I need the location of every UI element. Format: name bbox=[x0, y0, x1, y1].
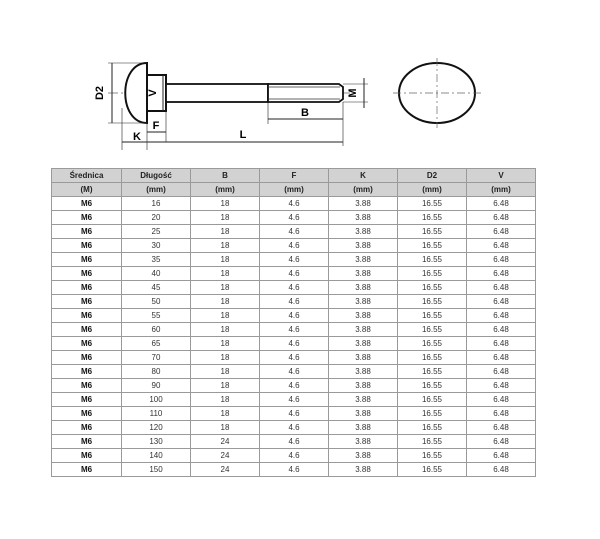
cell-length: 80 bbox=[122, 365, 191, 379]
cell-b: 18 bbox=[191, 253, 260, 267]
f-label: F bbox=[152, 120, 160, 132]
cell-diameter: M6 bbox=[52, 365, 122, 379]
cell-b: 18 bbox=[191, 421, 260, 435]
cell-diameter: M6 bbox=[52, 267, 122, 281]
cell-diameter: M6 bbox=[52, 197, 122, 211]
cell-diameter: M6 bbox=[52, 407, 122, 421]
header-d2: D2 bbox=[398, 169, 467, 183]
cell-k: 3.88 bbox=[329, 295, 398, 309]
cell-d2: 16.55 bbox=[398, 225, 467, 239]
table-row bbox=[52, 239, 536, 253]
cell-f: 4.6 bbox=[260, 393, 329, 407]
cell-length: 40 bbox=[122, 267, 191, 281]
cell-f: 4.6 bbox=[260, 295, 329, 309]
cell-length: 110 bbox=[122, 407, 191, 421]
cell-diameter: M6 bbox=[52, 253, 122, 267]
cell-v: 6.48 bbox=[467, 365, 536, 379]
table-row bbox=[52, 197, 536, 211]
cell-k: 3.88 bbox=[329, 407, 398, 421]
cell-d2: 16.55 bbox=[398, 351, 467, 365]
cell-v: 6.48 bbox=[467, 449, 536, 463]
table-row bbox=[52, 309, 536, 323]
cell-diameter: M6 bbox=[52, 421, 122, 435]
cell-b: 18 bbox=[191, 365, 260, 379]
cell-diameter: M6 bbox=[52, 435, 122, 449]
cell-b: 24 bbox=[191, 435, 260, 449]
cell-f: 4.6 bbox=[260, 267, 329, 281]
cell-b: 18 bbox=[191, 239, 260, 253]
header-row-units bbox=[52, 183, 536, 197]
cell-length: 60 bbox=[122, 323, 191, 337]
cell-b: 18 bbox=[191, 407, 260, 421]
cell-k: 3.88 bbox=[329, 435, 398, 449]
table-row bbox=[52, 337, 536, 351]
cell-b: 18 bbox=[191, 351, 260, 365]
cell-d2: 16.55 bbox=[398, 435, 467, 449]
cell-k: 3.88 bbox=[329, 421, 398, 435]
header-b-unit: (mm) bbox=[191, 183, 260, 197]
cell-length: 140 bbox=[122, 449, 191, 463]
cell-length: 150 bbox=[122, 463, 191, 477]
cell-f: 4.6 bbox=[260, 211, 329, 225]
cell-k: 3.88 bbox=[329, 197, 398, 211]
l-label: L bbox=[239, 129, 247, 141]
cell-diameter: M6 bbox=[52, 281, 122, 295]
cell-k: 3.88 bbox=[329, 253, 398, 267]
cell-b: 18 bbox=[191, 295, 260, 309]
b-label: B bbox=[301, 107, 309, 119]
table-row bbox=[52, 323, 536, 337]
header-length: Długość bbox=[122, 169, 191, 183]
cell-v: 6.48 bbox=[467, 393, 536, 407]
cell-length: 30 bbox=[122, 239, 191, 253]
cell-k: 3.88 bbox=[329, 379, 398, 393]
cell-diameter: M6 bbox=[52, 239, 122, 253]
cell-v: 6.48 bbox=[467, 267, 536, 281]
cell-d2: 16.55 bbox=[398, 211, 467, 225]
table-row bbox=[52, 281, 536, 295]
cell-length: 35 bbox=[122, 253, 191, 267]
cell-length: 45 bbox=[122, 281, 191, 295]
cell-v: 6.48 bbox=[467, 239, 536, 253]
cell-v: 6.48 bbox=[467, 211, 536, 225]
cell-d2: 16.55 bbox=[398, 379, 467, 393]
cell-diameter: M6 bbox=[52, 463, 122, 477]
header-v: V bbox=[467, 169, 536, 183]
cell-length: 16 bbox=[122, 197, 191, 211]
k-label: K bbox=[133, 131, 141, 143]
cell-diameter: M6 bbox=[52, 323, 122, 337]
cell-f: 4.6 bbox=[260, 225, 329, 239]
header-v-unit: (mm) bbox=[467, 183, 536, 197]
cell-length: 25 bbox=[122, 225, 191, 239]
cell-v: 6.48 bbox=[467, 379, 536, 393]
cell-f: 4.6 bbox=[260, 351, 329, 365]
cell-length: 100 bbox=[122, 393, 191, 407]
cell-k: 3.88 bbox=[329, 239, 398, 253]
cell-b: 24 bbox=[191, 463, 260, 477]
cell-v: 6.48 bbox=[467, 337, 536, 351]
table-row bbox=[52, 253, 536, 267]
cell-length: 90 bbox=[122, 379, 191, 393]
cell-d2: 16.55 bbox=[398, 407, 467, 421]
cell-b: 18 bbox=[191, 197, 260, 211]
bolt-shank bbox=[166, 84, 268, 102]
table-row bbox=[52, 211, 536, 225]
cell-f: 4.6 bbox=[260, 407, 329, 421]
cell-diameter: M6 bbox=[52, 211, 122, 225]
table-row bbox=[52, 435, 536, 449]
table-row bbox=[52, 225, 536, 239]
bolt-head bbox=[125, 63, 147, 123]
cell-length: 20 bbox=[122, 211, 191, 225]
cell-d2: 16.55 bbox=[398, 365, 467, 379]
cell-d2: 16.55 bbox=[398, 197, 467, 211]
cell-f: 4.6 bbox=[260, 323, 329, 337]
cell-k: 3.88 bbox=[329, 351, 398, 365]
header-f: F bbox=[260, 169, 329, 183]
cell-d2: 16.55 bbox=[398, 281, 467, 295]
cell-d2: 16.55 bbox=[398, 267, 467, 281]
cell-v: 6.48 bbox=[467, 435, 536, 449]
cell-diameter: M6 bbox=[52, 449, 122, 463]
cell-b: 18 bbox=[191, 211, 260, 225]
cell-k: 3.88 bbox=[329, 225, 398, 239]
cell-diameter: M6 bbox=[52, 309, 122, 323]
cell-d2: 16.55 bbox=[398, 295, 467, 309]
cell-k: 3.88 bbox=[329, 337, 398, 351]
table-row bbox=[52, 351, 536, 365]
cell-length: 130 bbox=[122, 435, 191, 449]
table-row bbox=[52, 393, 536, 407]
table-row bbox=[52, 267, 536, 281]
cell-k: 3.88 bbox=[329, 309, 398, 323]
cell-k: 3.88 bbox=[329, 365, 398, 379]
cell-d2: 16.55 bbox=[398, 449, 467, 463]
cell-d2: 16.55 bbox=[398, 393, 467, 407]
cell-v: 6.48 bbox=[467, 351, 536, 365]
cell-v: 6.48 bbox=[467, 407, 536, 421]
cell-b: 24 bbox=[191, 449, 260, 463]
table-row bbox=[52, 463, 536, 477]
cell-b: 18 bbox=[191, 323, 260, 337]
cell-k: 3.88 bbox=[329, 449, 398, 463]
cell-d2: 16.55 bbox=[398, 323, 467, 337]
cell-diameter: M6 bbox=[52, 379, 122, 393]
cell-length: 50 bbox=[122, 295, 191, 309]
cell-v: 6.48 bbox=[467, 309, 536, 323]
cell-k: 3.88 bbox=[329, 281, 398, 295]
cell-diameter: M6 bbox=[52, 351, 122, 365]
table-row bbox=[52, 407, 536, 421]
cell-f: 4.6 bbox=[260, 449, 329, 463]
cell-diameter: M6 bbox=[52, 337, 122, 351]
cell-f: 4.6 bbox=[260, 309, 329, 323]
cell-k: 3.88 bbox=[329, 393, 398, 407]
cell-b: 18 bbox=[191, 337, 260, 351]
cell-f: 4.6 bbox=[260, 379, 329, 393]
cell-k: 3.88 bbox=[329, 323, 398, 337]
cell-f: 4.6 bbox=[260, 435, 329, 449]
header-f-unit: (mm) bbox=[260, 183, 329, 197]
m-label: M bbox=[347, 88, 359, 98]
cell-k: 3.88 bbox=[329, 463, 398, 477]
cell-f: 4.6 bbox=[260, 253, 329, 267]
cell-f: 4.6 bbox=[260, 463, 329, 477]
cell-length: 55 bbox=[122, 309, 191, 323]
header-b: B bbox=[191, 169, 260, 183]
table-body bbox=[52, 197, 536, 477]
cell-b: 18 bbox=[191, 393, 260, 407]
header-k: K bbox=[329, 169, 398, 183]
cell-f: 4.6 bbox=[260, 337, 329, 351]
cell-v: 6.48 bbox=[467, 253, 536, 267]
cell-v: 6.48 bbox=[467, 197, 536, 211]
v-label: V bbox=[147, 89, 159, 97]
table-row bbox=[52, 421, 536, 435]
header-d2-unit: (mm) bbox=[398, 183, 467, 197]
cell-length: 65 bbox=[122, 337, 191, 351]
header-row-names bbox=[52, 169, 536, 183]
cell-v: 6.48 bbox=[467, 463, 536, 477]
cell-v: 6.48 bbox=[467, 225, 536, 239]
cell-d2: 16.55 bbox=[398, 253, 467, 267]
cell-f: 4.6 bbox=[260, 281, 329, 295]
cell-f: 4.6 bbox=[260, 421, 329, 435]
d2-label: D2 bbox=[94, 85, 106, 101]
cell-length: 120 bbox=[122, 421, 191, 435]
dimension-table bbox=[51, 168, 536, 477]
cell-d2: 16.55 bbox=[398, 337, 467, 351]
cell-diameter: M6 bbox=[52, 393, 122, 407]
cell-diameter: M6 bbox=[52, 295, 122, 309]
bolt-technical-drawing bbox=[0, 0, 600, 160]
table-row bbox=[52, 379, 536, 393]
cell-v: 6.48 bbox=[467, 323, 536, 337]
cell-f: 4.6 bbox=[260, 239, 329, 253]
cell-k: 3.88 bbox=[329, 267, 398, 281]
header-length-unit: (mm) bbox=[122, 183, 191, 197]
cell-f: 4.6 bbox=[260, 365, 329, 379]
cell-b: 18 bbox=[191, 309, 260, 323]
cell-d2: 16.55 bbox=[398, 421, 467, 435]
table-row bbox=[52, 295, 536, 309]
cell-length: 70 bbox=[122, 351, 191, 365]
cell-b: 18 bbox=[191, 379, 260, 393]
table-row bbox=[52, 449, 536, 463]
cell-b: 18 bbox=[191, 281, 260, 295]
cell-v: 6.48 bbox=[467, 281, 536, 295]
header-diameter-unit: (M) bbox=[52, 183, 122, 197]
cell-d2: 16.55 bbox=[398, 463, 467, 477]
cell-k: 3.88 bbox=[329, 211, 398, 225]
cell-d2: 16.55 bbox=[398, 309, 467, 323]
cell-d2: 16.55 bbox=[398, 239, 467, 253]
table-row bbox=[52, 365, 536, 379]
cell-b: 18 bbox=[191, 267, 260, 281]
cell-b: 18 bbox=[191, 225, 260, 239]
header-k-unit: (mm) bbox=[329, 183, 398, 197]
header-diameter: Średnica bbox=[52, 169, 122, 183]
cell-f: 4.6 bbox=[260, 197, 329, 211]
cell-v: 6.48 bbox=[467, 295, 536, 309]
cell-diameter: M6 bbox=[52, 225, 122, 239]
cell-v: 6.48 bbox=[467, 421, 536, 435]
